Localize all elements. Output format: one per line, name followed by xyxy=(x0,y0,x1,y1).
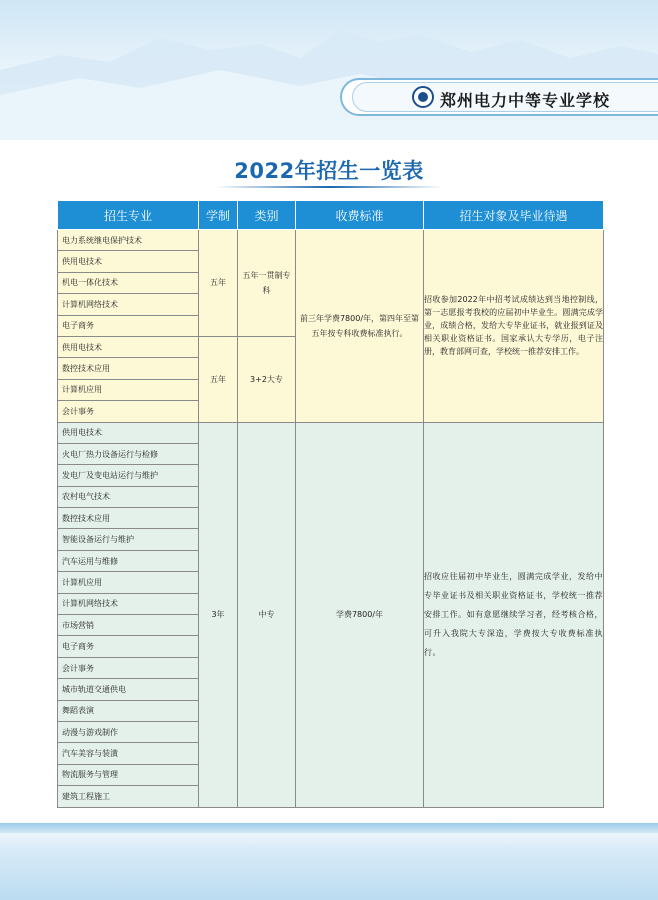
major-cell: 机电一体化技术 xyxy=(58,272,199,293)
major-cell: 汽车美容与装潢 xyxy=(58,743,199,764)
category-cell: 3+2大专 xyxy=(238,336,296,422)
major-cell: 计算机应用 xyxy=(58,572,199,593)
major-cell: 计算机网络技术 xyxy=(58,294,199,315)
title-underline xyxy=(215,186,443,188)
column-header: 收费标准 xyxy=(296,201,424,230)
page-title: 2022年招生一览表 xyxy=(234,159,424,183)
major-cell: 数控技术应用 xyxy=(58,358,199,379)
category-cell: 五年一贯制专科 xyxy=(238,230,296,337)
major-cell: 动漫与游戏制作 xyxy=(58,721,199,742)
footer-band xyxy=(0,823,658,833)
column-header: 学制 xyxy=(199,201,238,230)
table-row xyxy=(58,230,604,251)
column-header: 招生专业 xyxy=(58,201,199,230)
admission-table xyxy=(57,200,604,808)
duration-cell: 五年 xyxy=(199,336,238,422)
major-cell: 汽车运用与维修 xyxy=(58,550,199,571)
mountain-scenery xyxy=(0,0,658,140)
column-header: 招生对象及毕业待遇 xyxy=(424,201,604,230)
major-cell: 计算机应用 xyxy=(58,379,199,400)
major-cell: 电子商务 xyxy=(58,636,199,657)
table-header-row xyxy=(58,201,604,230)
major-cell: 供用电技术 xyxy=(58,422,199,443)
major-cell: 城市轨道交通供电 xyxy=(58,679,199,700)
major-cell: 供用电技术 xyxy=(58,336,199,357)
major-cell: 智能设备运行与维护 xyxy=(58,529,199,550)
major-cell: 建筑工程施工 xyxy=(58,786,199,807)
school-name: 郑州电力中等专业学校 xyxy=(440,91,611,110)
duration-cell: 五年 xyxy=(199,230,238,337)
duration-cell: 3年 xyxy=(199,422,238,807)
major-cell: 物流服务与管理 xyxy=(58,764,199,785)
column-header: 类别 xyxy=(238,201,296,230)
major-cell: 市场营销 xyxy=(58,615,199,636)
major-cell: 计算机网络技术 xyxy=(58,593,199,614)
major-cell: 电力系统继电保护技术 xyxy=(58,230,199,251)
table-row xyxy=(58,422,604,443)
major-cell: 数控技术应用 xyxy=(58,508,199,529)
major-cell: 农村电气技术 xyxy=(58,486,199,507)
major-cell: 发电厂及变电站运行与维护 xyxy=(58,465,199,486)
major-cell: 会计事务 xyxy=(58,657,199,678)
fee-cell: 前三年学费7800/年，第四年至第五年按专科收费标准执行。 xyxy=(296,230,424,423)
major-cell: 火电厂热力设备运行与检修 xyxy=(58,443,199,464)
target-cell: 招收参加2022年中招考试成绩达到当地控制线，第一志愿报考我校的应届初中毕业生。圆满完成学业，成绩合格，发给大专毕业证书，就业报到证及相关职业资格证书。国家承认大专学历，电子注册，教育部网可查，学校统一推荐安排工作。 xyxy=(424,230,604,423)
major-cell: 供用电技术 xyxy=(58,251,199,272)
major-cell: 舞蹈表演 xyxy=(58,700,199,721)
fee-cell: 学费7800/年 xyxy=(296,422,424,807)
major-cell: 会计事务 xyxy=(58,401,199,422)
major-cell: 电子商务 xyxy=(58,315,199,336)
category-cell: 中专 xyxy=(238,422,296,807)
target-cell: 招收应往届初中毕业生，圆满完成学业，发给中专毕业证书及相关职业资格证书，学校统一推荐安排工作。如有意愿继续学习者，经考核合格，可升入我院大专深造，学费按大专收费标准执行。 xyxy=(424,422,604,807)
school-logo-icon xyxy=(412,86,434,108)
